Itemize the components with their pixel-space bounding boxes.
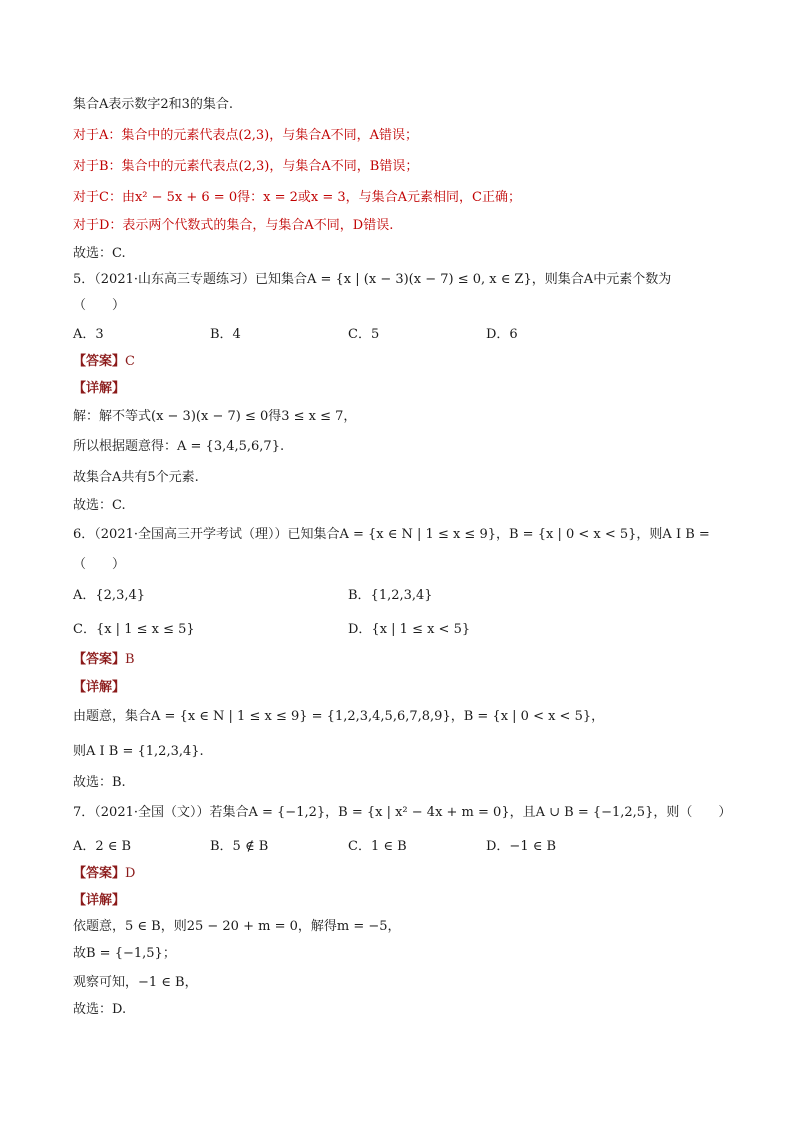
q5-answer xyxy=(73,353,135,371)
solution-line-option-b: 对于B：集合中的元素代表点(2,3)，与集合A不同，B错误； xyxy=(73,159,419,174)
q7-solution-line: 依题意，5 ∈ B，则25 − 20 + m = 0，解得m = −5， xyxy=(73,919,401,934)
q6-answer-value: B xyxy=(125,652,135,667)
q6-stem: 6．（2021·全国高三开学考试（理））已知集合A = {x ∈ N | 1 ≤ x ≤ 9}，B = {x | 0 < x < 5}，则A I B = xyxy=(73,527,710,542)
solution-line-option-c: 对于C：由x² − 5x + 6 = 0得：x = 2或x = 3，与集合A元素相同，C正确； xyxy=(73,190,521,205)
q7-stem: 7．（2021·全国（文））若集合A = {−1,2}，B = {x | x² − 4x + m = 0}，且A ∪ B = {−1,2,5}，则（ ） xyxy=(73,805,732,820)
q5-solution-line: 故集合A共有5个元素. xyxy=(73,470,199,485)
q7-option-c: C．1 ∈ B xyxy=(348,839,407,854)
q5-option-c: C．5 xyxy=(348,327,380,342)
q6-solution-line: 由题意，集合A = {x ∈ N | 1 ≤ x ≤ 9} = {1,2,3,4,5,6,7,8,9}，B = {x | 0 < x < 5}， xyxy=(73,709,605,724)
q6-paren: （ ） xyxy=(73,557,126,572)
q7-answer-label: 【答案】 xyxy=(73,866,126,881)
q7-detail-label xyxy=(73,892,125,910)
solution-line-option-a: 对于A：集合中的元素代表点(2,3)，与集合A不同，A错误； xyxy=(73,128,418,143)
q6-answer xyxy=(73,651,135,669)
q6-option-a: A．{2,3,4} xyxy=(73,588,146,603)
q6-conclusion: 故选：B. xyxy=(73,775,126,790)
q5-answer-value: C xyxy=(125,354,135,369)
q6-option-b: B．{1,2,3,4} xyxy=(348,588,433,603)
solution-line-option-d: 对于D：表示两个代数式的集合，与集合A不同，D错误. xyxy=(73,218,394,233)
q6-detail-label xyxy=(73,679,125,697)
q7-answer xyxy=(73,865,135,883)
q7-option-d: D．−1 ∈ B xyxy=(486,839,557,854)
q5-option-d: D．6 xyxy=(486,327,518,342)
q7-solution-line: 观察可知，−1 ∈ B， xyxy=(73,975,198,990)
q5-solution-line: 解：解不等式(x − 3)(x − 7) ≤ 0得3 ≤ x ≤ 7， xyxy=(73,409,357,424)
q5-detail-label xyxy=(73,380,125,398)
q6-option-c: C．{x | 1 ≤ x ≤ 5} xyxy=(73,622,195,637)
q7-solution-line: 故B = {−1,5}； xyxy=(73,946,176,961)
q7-option-a: A．2 ∈ B xyxy=(73,839,132,854)
q5-paren: （ ） xyxy=(73,298,126,313)
q5-detail-label-text: 【详解】 xyxy=(73,381,126,396)
q6-solution-line: 则A I B = {1,2,3,4}. xyxy=(73,744,204,759)
q7-conclusion: 故选：D. xyxy=(73,1002,127,1017)
q7-answer-value: D xyxy=(125,866,136,881)
q5-stem: 5．（2021·山东高三专题练习）已知集合A = {x | (x − 3)(x − 7) ≤ 0, x ∈ Z}，则集合A中元素个数为 xyxy=(73,272,672,287)
q6-answer-label: 【答案】 xyxy=(73,652,126,667)
q6-option-d: D．{x | 1 ≤ x < 5} xyxy=(348,622,471,637)
solution-line: 集合A表示数字2和3的集合. xyxy=(73,97,234,112)
q5-option-b: B．4 xyxy=(210,327,241,342)
q5-conclusion: 故选：C. xyxy=(73,498,126,513)
q5-option-a: A．3 xyxy=(73,327,104,342)
solution-conclusion: 故选：C. xyxy=(73,246,126,261)
q5-solution-line: 所以根据题意得：A = {3,4,5,6,7}. xyxy=(73,439,285,454)
q7-option-b: B．5 ∉ B xyxy=(210,839,269,854)
q6-detail-label-text: 【详解】 xyxy=(73,680,126,695)
q7-detail-label-text: 【详解】 xyxy=(73,893,126,908)
q5-answer-label: 【答案】 xyxy=(73,354,126,369)
